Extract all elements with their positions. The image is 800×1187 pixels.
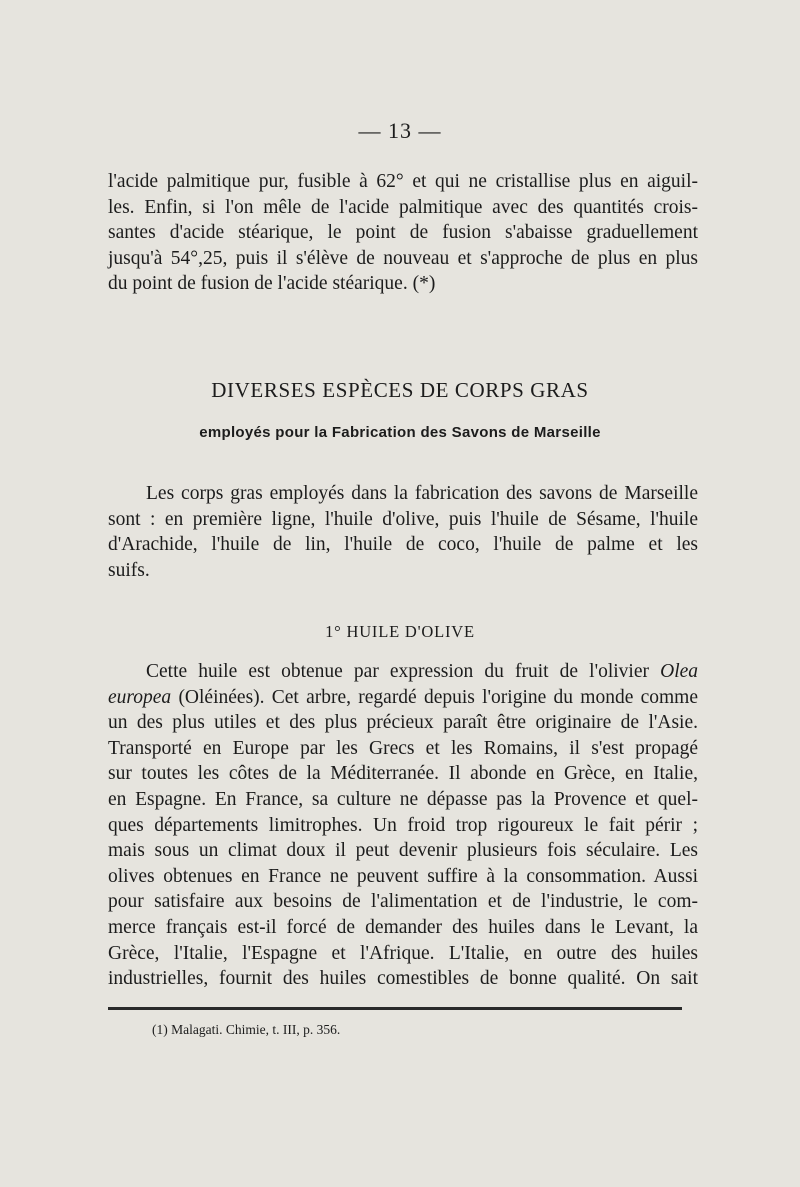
- section-subtitle: employés pour la Fabrication des Savons de Marseille: [199, 424, 601, 441]
- text-line: pour satisfaire aux besoins de l'alimentation et de l'industrie, le com-: [108, 891, 698, 913]
- text-line: suifs.: [108, 559, 150, 581]
- text-line: jusqu'à 54°,25, puis il s'élève de nouveau et s'approche de plus en plus: [108, 247, 698, 269]
- text-line: [108, 659, 698, 685]
- sub-heading-huile-olive: 1° HUILE D'OLIVE: [325, 622, 475, 641]
- text-line: merce français est-il forcé de demander des huiles dans le Levant, la: [108, 916, 698, 938]
- text-line: sur toutes les côtes de la Méditerranée. Il abonde en Grèce, en Italie,: [108, 763, 698, 785]
- text-line: industrielles, fournit des huiles comestibles de bonne qualité. On sait: [108, 968, 698, 990]
- section-title: DIVERSES ESPÈCES DE CORPS GRAS: [211, 378, 589, 402]
- text-line: santes d'acide stéarique, le point de fusion s'abaisse graduellement: [108, 222, 698, 244]
- text-line: un des plus utiles et des plus précieux paraît être originaire de l'Asie.: [108, 712, 698, 734]
- italic-term: Olea: [660, 661, 699, 682]
- footnote: (1) Malagati. Chimie, t. III, p. 356.: [152, 1022, 341, 1037]
- text-line: mais sous un climat doux il peut devenir plusieurs fois séculaire. Les: [108, 840, 698, 862]
- text-line: du point de fusion de l'acide stéarique. (*): [108, 273, 436, 295]
- italic-term: europea: [108, 686, 172, 708]
- text-line: d'Arachide, l'huile de lin, l'huile de coco, l'huile de palme et les: [108, 534, 698, 556]
- text-line: ques départements limitrophes. Un froid trop rigoureux le fait périr ;: [108, 814, 698, 836]
- text-line: les. Enfin, si l'on mêle de l'acide palmitique avec des quantités crois-: [108, 196, 698, 218]
- text-line: en Espagne. En France, sa culture ne dépasse pas la Provence et quel-: [108, 788, 698, 810]
- text-line: Grèce, l'Italie, l'Espagne et l'Afrique. L'Italie, en outre des huiles: [108, 942, 698, 964]
- text-segment: Cette huile est obtenue par expression du fruit de l'olivier: [146, 661, 649, 682]
- intro-paragraph: [108, 169, 698, 297]
- footnote-divider: [108, 1007, 682, 1010]
- text-line: l'acide palmitique pur, fusible à 62° et qui ne cristallise plus en aiguil-: [108, 171, 698, 192]
- text-line: Transporté en Europe par les Grecs et les Romains, il s'est propagé: [108, 737, 698, 759]
- huile-olive-paragraph: [108, 659, 698, 992]
- text-line: [108, 685, 698, 711]
- text-line: sont : en première ligne, l'huile d'olive, puis l'huile de Sésame, l'huile: [108, 508, 698, 530]
- text-line: olives obtenues en France ne peuvent suffire à la consommation. Aussi: [108, 865, 698, 887]
- text-line: Les corps gras employés dans la fabrication des savons de Marseille: [146, 483, 698, 504]
- text-segment: (Oléinées). Cet arbre, regardé depuis l'origine du monde comme: [178, 686, 698, 708]
- page-number: — 13 —: [358, 118, 442, 143]
- corps-gras-paragraph: [108, 481, 698, 583]
